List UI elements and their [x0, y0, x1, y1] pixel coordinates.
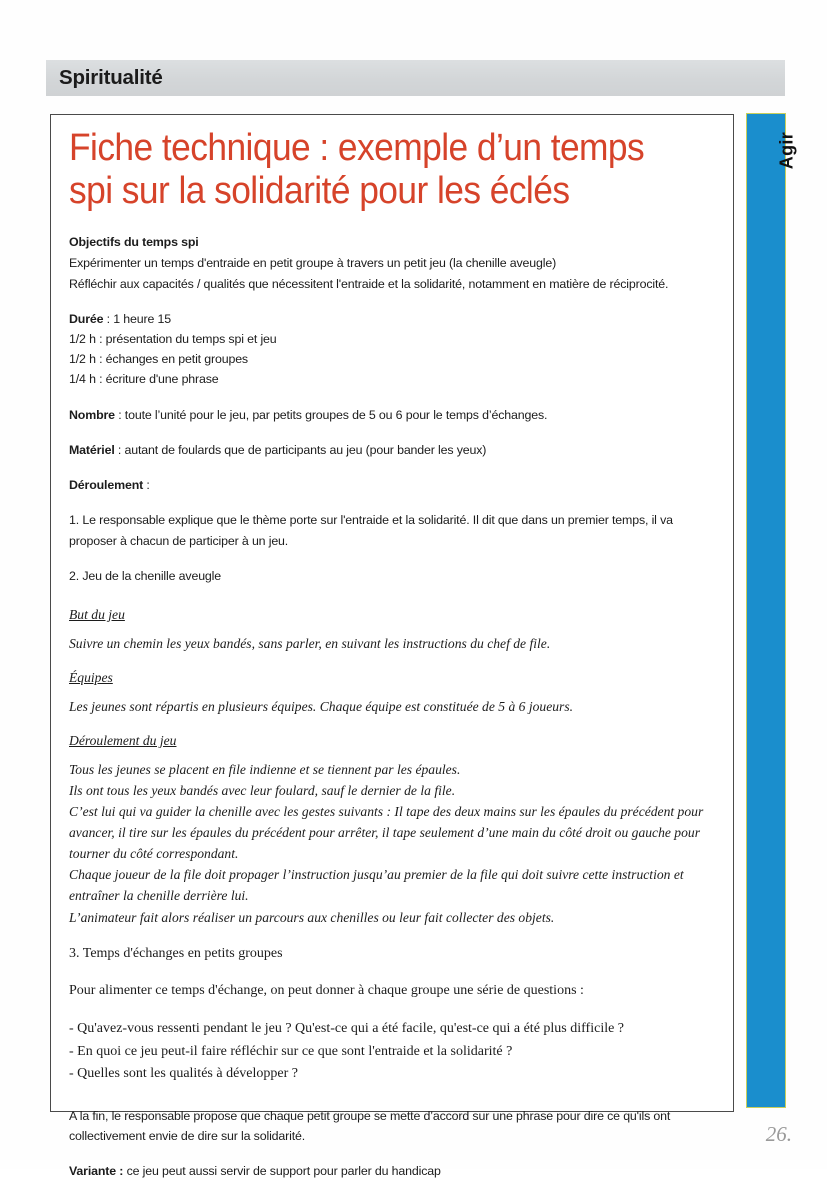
game-process-block	[69, 732, 711, 928]
game-process-line-5: L’animateur fait alors réaliser un parcours aux chenilles ou leur fait collecter des objets.	[69, 909, 555, 925]
number-block	[69, 405, 711, 425]
section-header-band	[46, 60, 785, 96]
game-goal-block	[69, 606, 711, 654]
discussion-intro: Pour alimenter ce temps d'échange, on peut donner à chaque groupe une série de questions :	[69, 983, 584, 999]
game-process-heading: Déroulement du jeu	[69, 733, 177, 749]
variant-label: Variante :	[69, 1164, 124, 1179]
article-container	[50, 114, 734, 1179]
conclusion-paragraph: A la fin, le responsable propose que chaque petit groupe se mette d’accord sur une phrase pour dire ce qu'ils ont collectivement envie de dire sur la solidarité.	[69, 1108, 671, 1144]
game-goal-body: Suivre un chemin les yeux bandés, sans parler, en suivant les instructions du chef de file.	[69, 635, 551, 651]
process-label-colon: :	[143, 478, 150, 493]
side-tab-agir	[746, 113, 797, 1108]
duration-label: Durée	[69, 311, 104, 326]
discussion-question-2: - En quoi ce jeu peut-il faire réfléchir sur ce que sont l'entraide et la solidarité ?	[69, 1043, 513, 1059]
duration-line-2: 1/2 h : échanges en petit groupes	[69, 352, 248, 367]
teams-heading: Équipes	[69, 670, 113, 685]
discussion-step-3: 3. Temps d'échanges en petits groupes	[69, 945, 283, 961]
process-label: Déroulement	[69, 478, 144, 493]
number-value: : toute l’unité pour le jeu, par petits groupes de 5 ou 6 pour le temps d’échanges.	[114, 407, 548, 422]
objectives-block	[69, 232, 711, 294]
game-process-line-4: Chaque joueur de la file doit propager l’instruction jusqu’au premier de la file qui doit suivre cette instruction et entraîner la chenille derrière lui.	[69, 867, 684, 904]
game-goal-heading: But du jeu	[69, 606, 125, 622]
page-title: Fiche technique : exemple d’un temps spi sur la solidarité pour les éclés	[69, 127, 645, 212]
process-step-1: 1. Le responsable explique que le thème porte sur l'entraide et la solidarité. Il dit que dans un premier temps, il va proposer à chacun de participer à un jeu.	[69, 513, 673, 548]
objectives-line-2: Réfléchir aux capacités / qualités que nécessitent l'entraide et la solidarité, notamment en matière de réciprocité.	[69, 276, 669, 291]
discussion-question-1: - Qu'avez-vous ressenti pendant le jeu ? Qu'est-ce qui a été facile, qu'est-ce qui a été plus difficile ?	[69, 1020, 625, 1036]
material-label: Matériel	[69, 442, 115, 457]
duration-value: : 1 heure 15	[103, 311, 172, 326]
duration-line-1: 1/2 h : présentation du temps spi et jeu	[69, 331, 277, 346]
number-label: Nombre	[69, 407, 115, 422]
discussion-question-3: - Quelles sont les qualités à développer ?	[69, 1066, 298, 1082]
duration-block	[69, 309, 711, 390]
teams-body: Les jeunes sont répartis en plusieurs équipes. Chaque équipe est constituée de 5 à 6 joueurs.	[69, 699, 574, 714]
process-block	[69, 475, 711, 495]
section-title: Spiritualité	[59, 66, 163, 89]
variant-block	[69, 1161, 711, 1181]
discussion-questions	[69, 1018, 711, 1086]
objectives-line-1: Expérimenter un temps d'entraide en petit groupe à travers un petit jeu (la chenille aveugle)	[69, 256, 557, 271]
game-process-line-1: Tous les jeunes se placent en file indienne et se tiennent par les épaules.	[69, 762, 461, 778]
objectives-heading: Objectifs du temps spi	[69, 235, 199, 250]
duration-line-3: 1/4 h : écriture d'une phrase	[69, 372, 219, 387]
game-process-line-2: Ils ont tous les yeux bandés avec leur foulard, sauf le dernier de la file.	[69, 783, 456, 799]
page-number: 26.	[765, 1122, 792, 1146]
game-process-line-3: C’est lui qui va guider la chenille avec les gestes suivants : Il tape des deux mains sur les épaules du précédent pour avancer, il tire sur les épaules du précédent pour arrêter, il tape seulement d’une main du côté droit ou gauche pour tourner du côté correspondant.	[69, 804, 704, 862]
process-step-2: 2. Jeu de la chenille aveugle	[69, 568, 222, 583]
teams-block	[69, 669, 711, 717]
material-value: : autant de foulards que de participants au jeu (pour bander les yeux)	[114, 442, 487, 457]
side-tab-label: Agir	[776, 132, 797, 170]
variant-value: ce jeu peut aussi servir de support pour parler du handicap	[123, 1164, 441, 1179]
material-block	[69, 440, 711, 460]
